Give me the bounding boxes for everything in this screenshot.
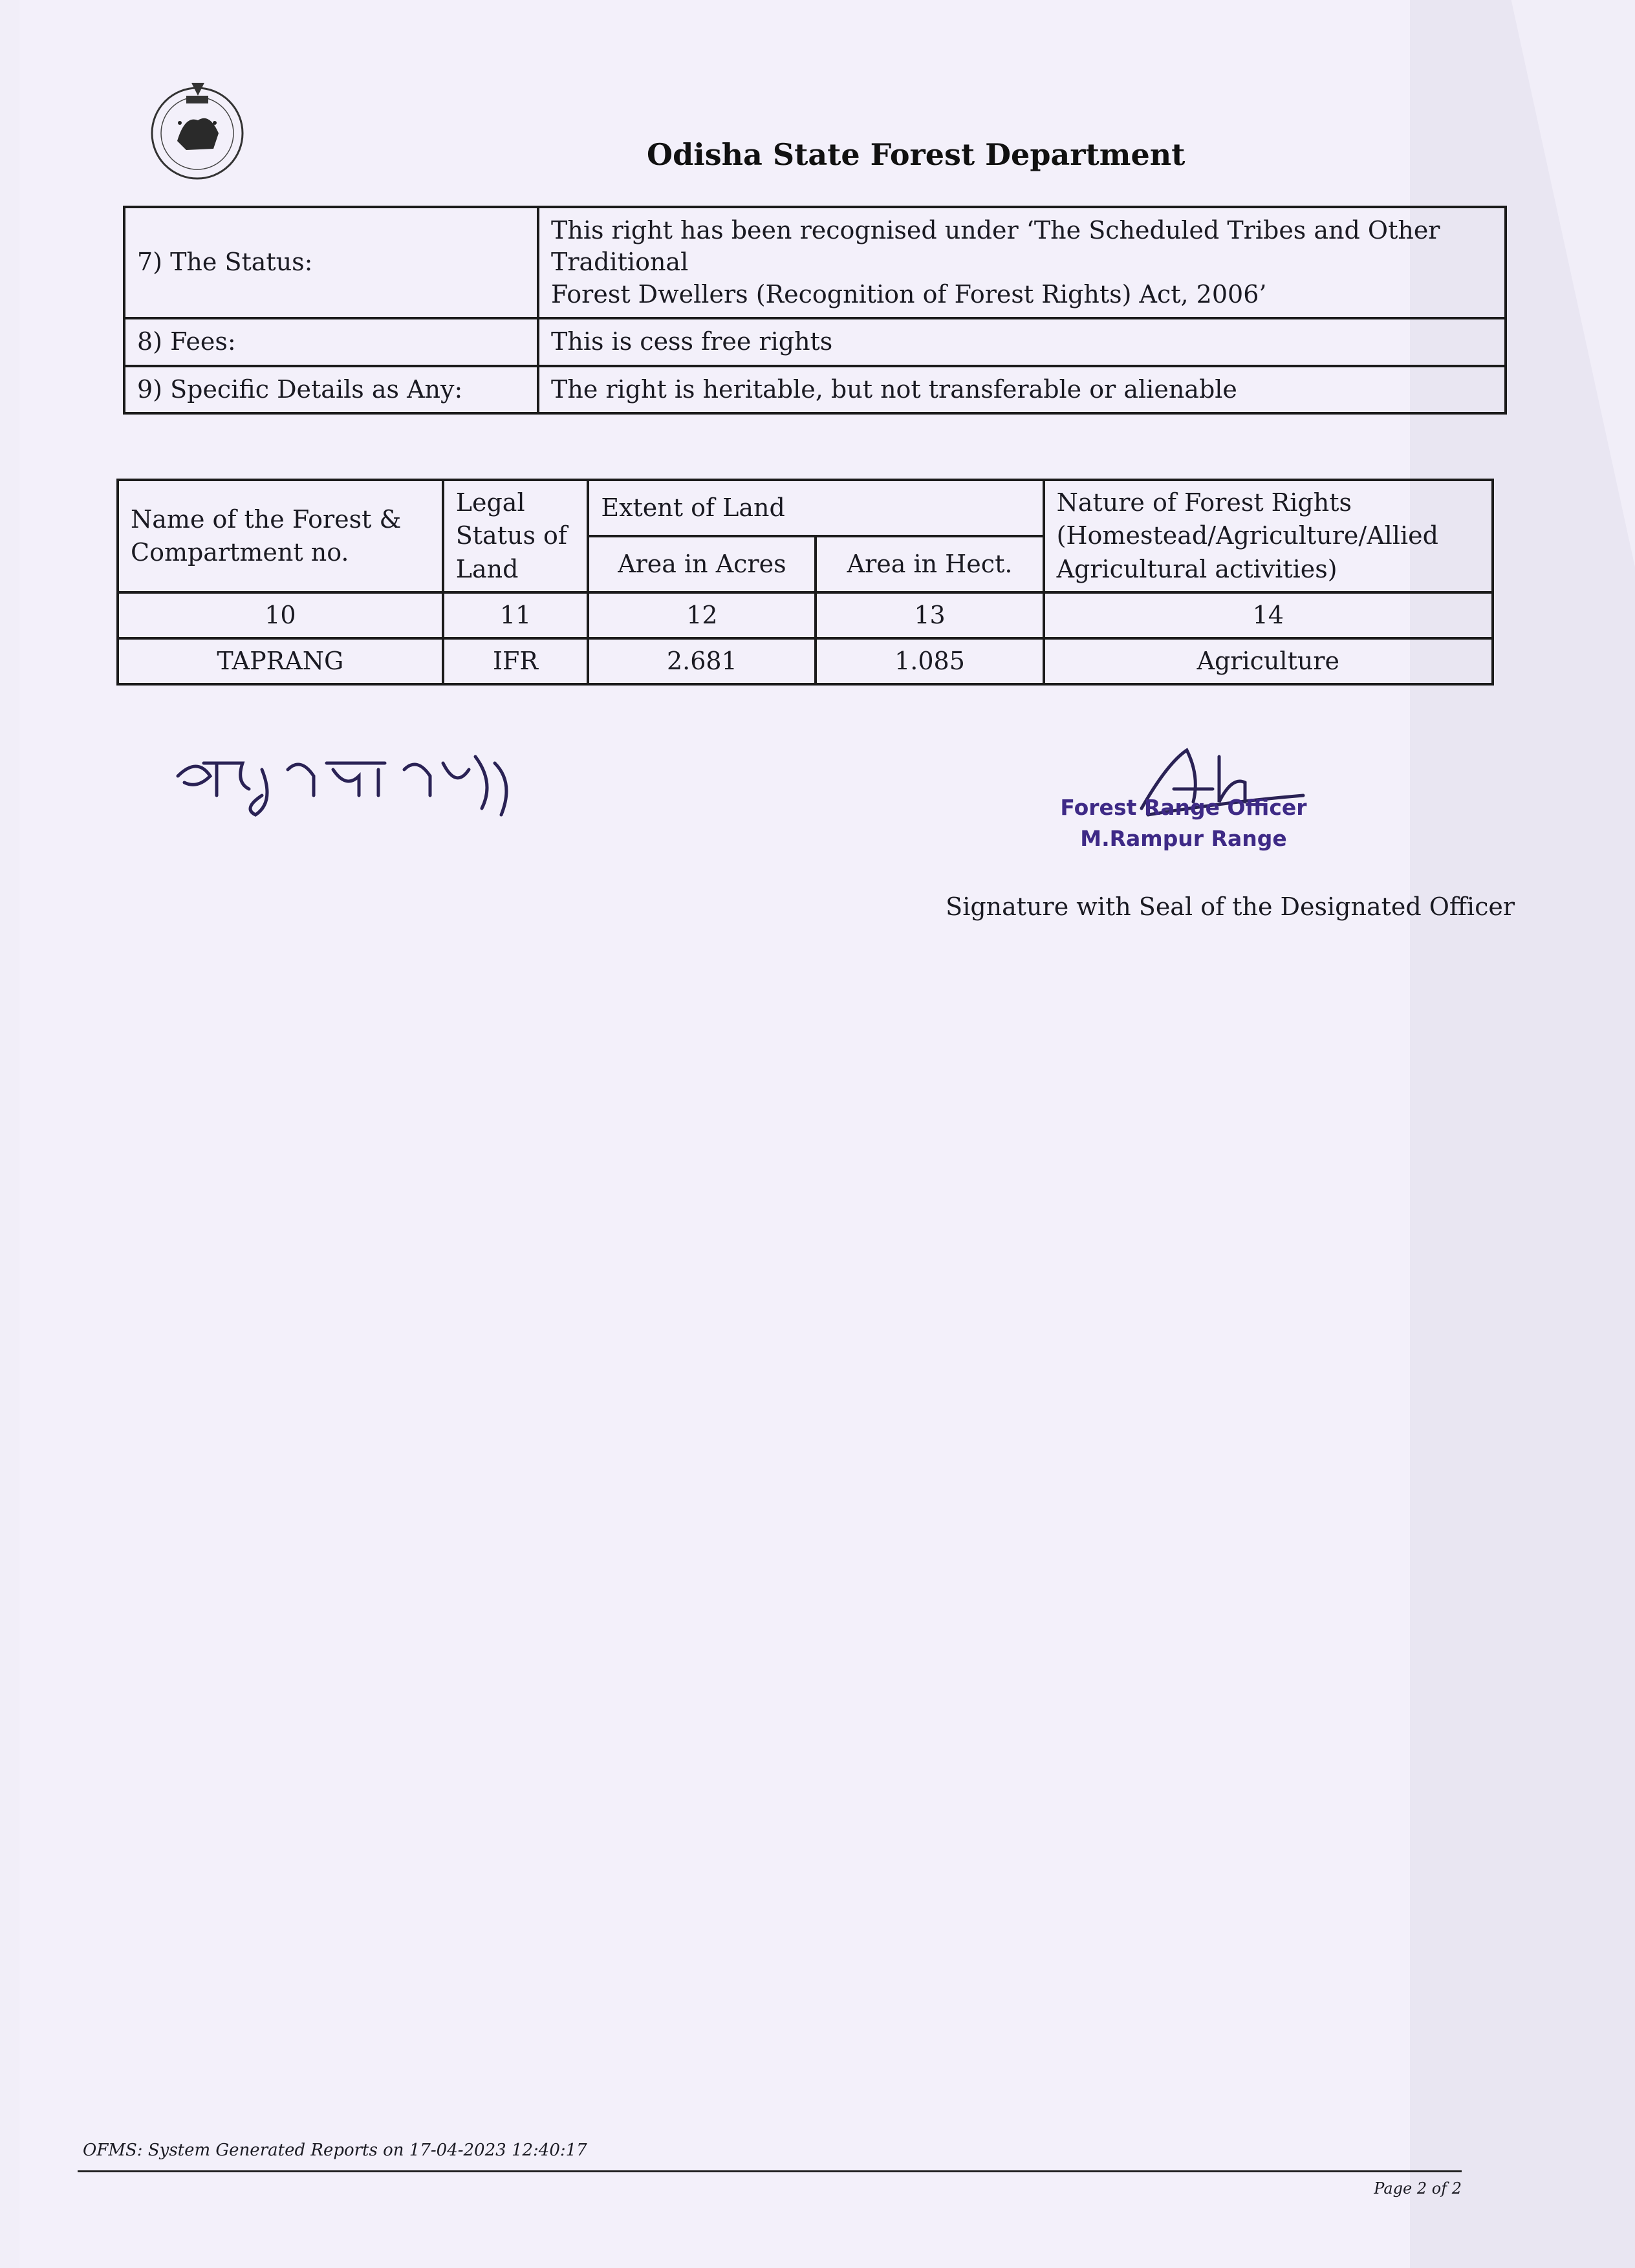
land-header-row	[118, 480, 1493, 536]
status-label: 7) The Status:	[124, 207, 538, 318]
area-acres-cell: 2.681	[588, 638, 816, 684]
area-hect-header: Area in Hect.	[816, 536, 1043, 592]
col-number-cell: 14	[1044, 592, 1493, 638]
specific-details-value: The right is heritable, but not transferable or alienable	[538, 366, 1506, 413]
department-title: Odisha State Forest Department	[647, 137, 1186, 172]
col-number-cell: 12	[588, 592, 816, 638]
col-number-cell: 13	[816, 592, 1043, 638]
signature-caption: Signature with Seal of the Designated Officer	[946, 892, 1515, 921]
handwritten-note	[171, 744, 534, 834]
specific-details-row	[124, 366, 1506, 413]
area-hect-cell: 1.085	[816, 638, 1043, 684]
land-data-row	[118, 638, 1493, 684]
odisha-emblem-logo	[146, 70, 248, 191]
nature-rights-header	[1044, 480, 1493, 592]
fees-value: This is cess free rights	[538, 318, 1506, 365]
area-acres-header: Area in Acres	[588, 536, 816, 592]
legal-header-line-2: Status of	[455, 521, 567, 550]
seal-line-2: M.Rampur Range	[1080, 825, 1287, 851]
legal-header-line-1: Legal	[455, 488, 525, 517]
status-line-3: Forest Dwellers (Recognition of Forest Rights) Act, 2006’	[551, 279, 1267, 308]
legal-header-line-3: Land	[455, 554, 519, 583]
col-number-cell: 11	[443, 592, 589, 638]
rights-details-table	[123, 206, 1507, 415]
legal-status-cell: IFR	[443, 638, 589, 684]
specific-details-label: 9) Specific Details as Any:	[124, 366, 538, 413]
nature-header-line-3: Agricultural activities)	[1056, 554, 1337, 583]
legal-status-header	[443, 480, 589, 592]
seal-line-1: Forest Range Officer	[1060, 795, 1307, 820]
officer-seal	[1015, 792, 1352, 854]
status-value	[538, 207, 1506, 318]
extent-header: Extent of Land	[588, 480, 1043, 536]
status-row	[124, 207, 1506, 318]
fees-row	[124, 318, 1506, 365]
status-line-2: Traditional	[551, 248, 689, 277]
footer-divider	[78, 2170, 1462, 2172]
land-extent-table	[116, 479, 1494, 686]
page-number: Page 2 of 2	[1374, 2179, 1462, 2198]
forest-name-header	[118, 480, 443, 592]
col-number-cell: 10	[118, 592, 443, 638]
nature-header-line-1: Nature of Forest Rights	[1056, 488, 1352, 517]
column-number-row	[118, 592, 1493, 638]
forest-header-line-1: Name of the Forest &	[131, 504, 402, 534]
system-generated-note: OFMS: System Generated Reports on 17-04-2023 12:40:17	[83, 2141, 587, 2160]
fees-label: 8) Fees:	[124, 318, 538, 365]
status-line-1: This right has been recognised under ‘The Scheduled Tribes and Other	[551, 216, 1440, 244]
forest-header-line-2: Compartment no.	[131, 537, 349, 567]
nature-rights-cell: Agriculture	[1044, 638, 1493, 684]
nature-header-line-2: (Homestead/Agriculture/Allied	[1056, 521, 1438, 550]
forest-name-cell: TAPRANG	[118, 638, 443, 684]
